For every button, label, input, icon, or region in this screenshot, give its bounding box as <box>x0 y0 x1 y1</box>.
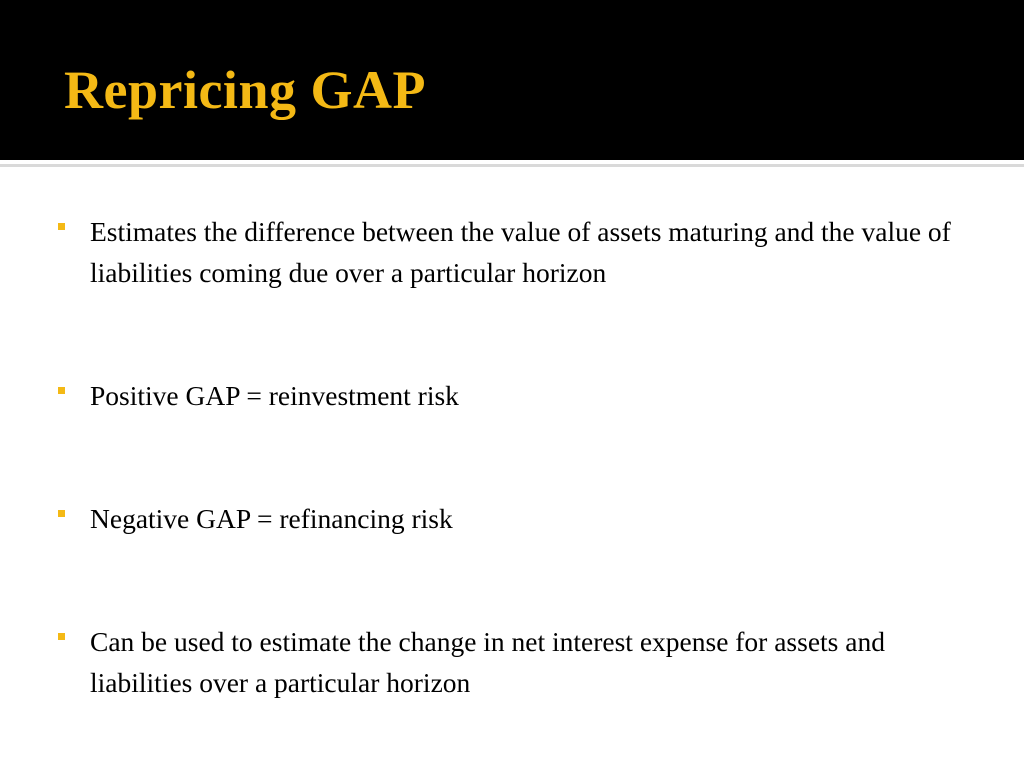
bullet-text: Positive GAP = reinvestment risk <box>90 380 459 411</box>
bullet-text: Negative GAP = refinancing risk <box>90 503 453 534</box>
square-bullet-icon <box>58 510 65 517</box>
title-divider <box>0 164 1024 167</box>
square-bullet-icon <box>58 387 65 394</box>
bullet-text: Can be used to estimate the change in net interest expense for assets and liabilities over a particular horizon <box>90 626 885 698</box>
square-bullet-icon <box>58 633 65 640</box>
slide-title: Repricing GAP <box>64 60 426 120</box>
square-bullet-icon <box>58 223 65 230</box>
title-bar <box>0 0 1024 160</box>
bullet-text: Estimates the difference between the value of assets maturing and the value of liabilities coming due over a particular horizon <box>90 216 951 288</box>
